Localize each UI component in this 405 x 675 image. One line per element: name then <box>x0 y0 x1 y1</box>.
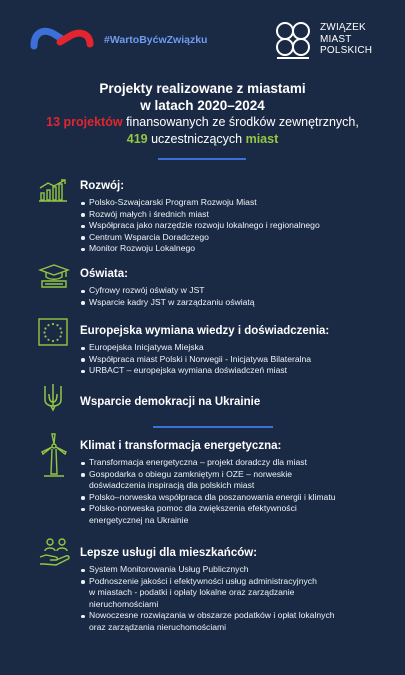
hand-people-icon <box>38 537 72 567</box>
list-item: doświadczenia inspiracją dla polskich miast <box>89 480 255 490</box>
list-item: Polsko–norweska współpraca dla poszanowania energii i klimatu <box>80 492 336 504</box>
list-item: Podnoszenie jakości i efektywności usług administracyjnych <box>80 576 335 588</box>
title-divider <box>158 158 246 160</box>
section-klimat: Klimat i transformacja energetyczna: Transformacja energetyczna – projekt doradczy dla miast Gospodarka o obiegu zamkniętym i OZE – norweskie doświadczenia inspiracją dla polskich miast Polsko–norweska współpraca dla poszanowania energii i klimatu Polsko-norweska pomoc dla zwiększenia efektywności energetycznej na Ukrainie <box>80 440 336 525</box>
section-ukraina: Wsparcie demokracji na Ukrainie <box>80 396 261 408</box>
section-rozwoj: Rozwój: Polsko-Szwajcarski Program Rozwoju Miast Rozwój małych i średnich miast Współpraca jako narzędzie rozwoju lokalnego i regionalnego Centrum Wsparcia Doradczego Monitor Rozwoju Lokalnego <box>80 180 320 253</box>
list-item: URBACT – europejska wymiana doświadczeń miast <box>80 365 329 377</box>
org-name: ZWIĄZEK MIAST POLSKICH <box>320 22 373 56</box>
list-item: Współpraca miast Polski i Norwegii - Inicjatywa Bilateralna <box>80 354 329 366</box>
list-item: Europejska Inicjatywa Miejska <box>80 342 329 354</box>
section-uslugi: Lepsze usługi dla mieszkańców: System Monitorowania Usług Publicznych Podnoszenie jakości i efektywności usług administracyjnych w miastach - podatki i opłaty lokalne oraz zarządzanie nieruchomościami Nowoczesne rozwiązania w obszarze podatków i opłat lokalnych oraz zarządzania nieruchomościami <box>80 547 335 632</box>
list-item: Centrum Wsparcia Doradczego <box>80 232 320 244</box>
hashtag-text: #WartoByćwZwiązku <box>104 34 208 46</box>
oswiata-list <box>80 285 255 308</box>
rozwoj-list <box>80 197 320 255</box>
cities-count: 419 <box>126 132 148 146</box>
growth-chart-icon <box>38 178 68 202</box>
graduation-cap-icon <box>38 263 70 289</box>
section-europejska: Europejska wymiana wiedzy i doświadczenia: Europejska Inicjatywa Miejska Współpraca miast Polski i Norwegii - Inicjatywa Bilateralna URBACT – europejska wymiana doświadczeń miast <box>80 325 330 375</box>
projects-count: 13 projektów <box>46 115 123 129</box>
zmp-logo-icon <box>272 20 314 60</box>
list-item: energetycznej na Ukrainie <box>89 514 189 525</box>
wind-turbine-icon <box>38 432 70 478</box>
list-item: Polsko-norweska pomoc dla zwiększenia efektywności <box>80 503 336 515</box>
list-item: nieruchomościami <box>89 598 159 609</box>
list-item: Wsparcie kadry JST w zarządzaniu oświatą <box>80 297 255 309</box>
list-item: Nowoczesne rozwiązania w obszarze podatków i opłat lokalnych <box>80 610 335 622</box>
page-title: Projekty realizowane z miastami w latach 2020–2024 13 projektów finansowanych ze środków zewnętrznych, 419 uczestniczących miast <box>46 81 359 146</box>
uslugi-list <box>80 564 335 633</box>
list-item: Transformacja energetyczna – projekt doradczy dla miast <box>80 457 336 469</box>
europejska-list <box>80 342 329 377</box>
section-oswiata: Oświata: Cyfrowy rozwój oświaty w JST Wsparcie kadry JST w zarządzaniu oświatą <box>80 268 255 307</box>
ukraine-trident-icon <box>42 382 64 412</box>
list-item: Polsko-Szwajcarski Program Rozwoju Miast <box>80 197 320 209</box>
list-item: Gospodarka o obiegu zamkniętym i OZE – norweskie <box>80 469 336 481</box>
list-item: Cyfrowy rozwój oświaty w JST <box>80 285 255 297</box>
eu-flag-icon <box>38 318 68 346</box>
klimat-list <box>80 457 336 526</box>
brand-logo-icon <box>30 24 94 52</box>
list-item: Współpraca jako narzędzie rozwoju lokalnego i regionalnego <box>80 220 320 232</box>
list-item: w miastach - podatki i opłaty lokalne oraz zarządzanie <box>89 587 295 597</box>
list-item: Rozwój małych i średnich miast <box>80 209 320 221</box>
section-divider <box>153 426 273 428</box>
header <box>0 0 405 70</box>
list-item: oraz zarządzania nieruchomościami <box>89 621 227 632</box>
list-item: System Monitorowania Usług Publicznych <box>80 564 335 576</box>
list-item: Monitor Rozwoju Lokalnego <box>80 243 320 255</box>
